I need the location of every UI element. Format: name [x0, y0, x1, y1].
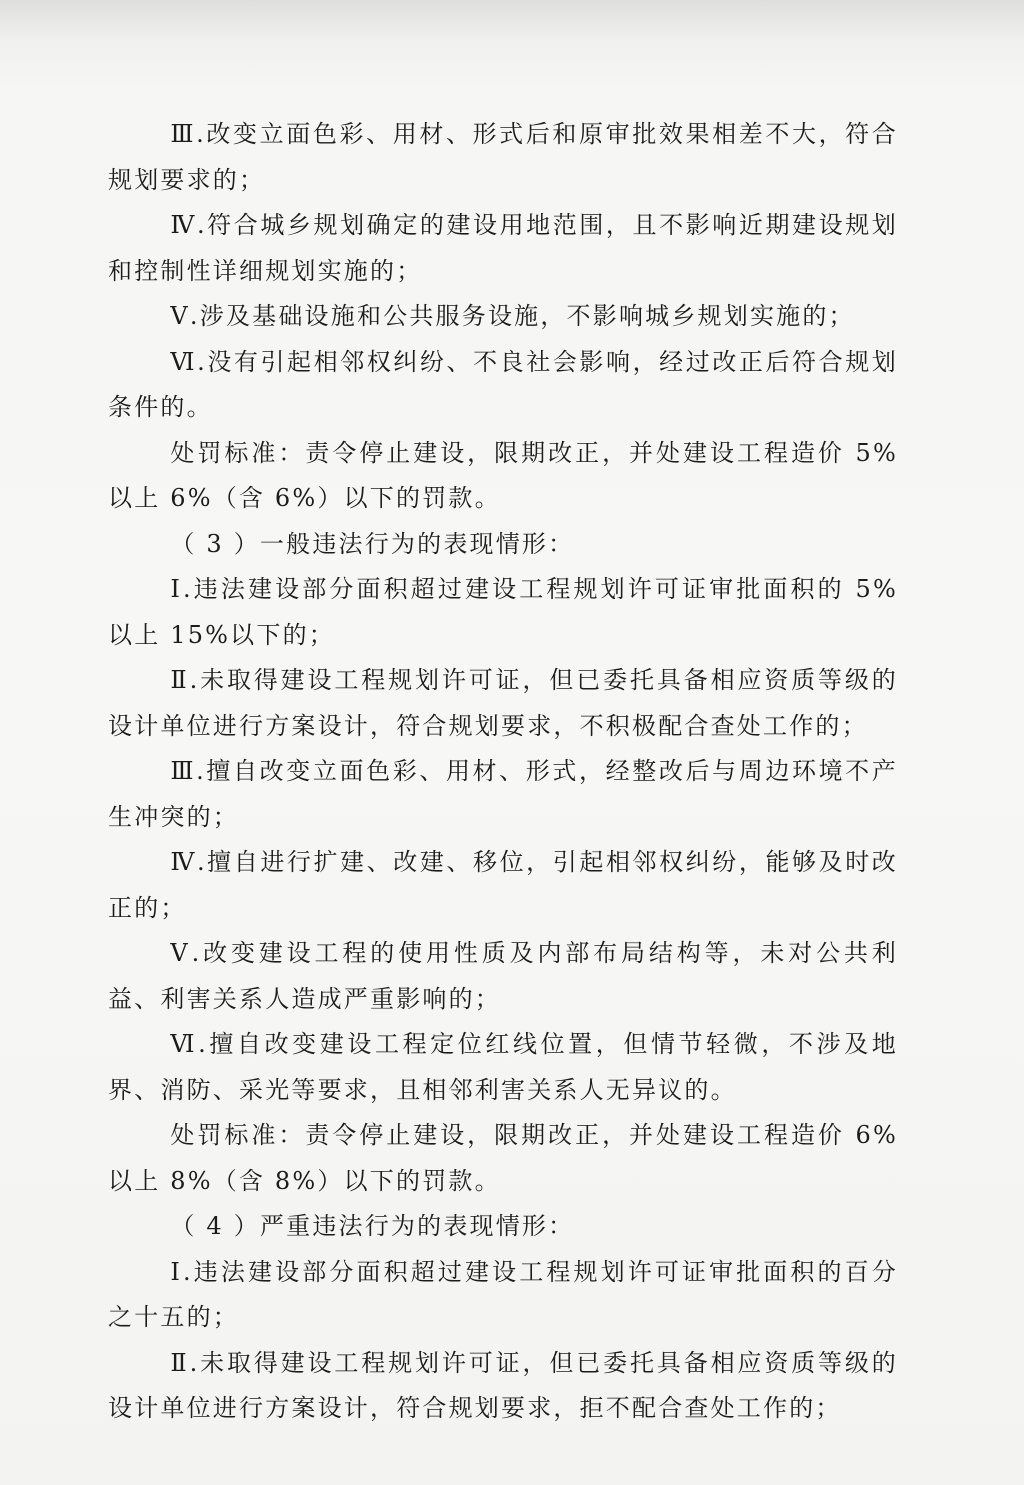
paragraph-item-v: Ⅴ.涉及基础设施和公共服务设施，不影响城乡规划实施的；: [170, 302, 855, 330]
document-body: [108, 112, 898, 1432]
paragraph-general-item-vi: Ⅵ.擅自改变建设工程定位红线位置，但情节轻微，不涉及地界、消防、采光等要求，且相邻利害关系人无异议的。: [108, 1030, 898, 1104]
paragraph-general-item-ii: Ⅱ.未取得建设工程规划许可证，但已委托具备相应资质等级的设计单位进行方案设计，符合规划要求，不积极配合查处工作的；: [108, 666, 898, 740]
paragraph-general-item-iii: Ⅲ.擅自改变立面色彩、用材、形式，经整改后与周边环境不产生冲突的；: [108, 757, 898, 831]
penalty-standard-paragraph-general: 处罚标准：责令停止建设，限期改正，并处建设工程造价 6%以上 8%（含 8%）以下的罚款。: [108, 1121, 898, 1195]
paragraph-general-item-i: Ⅰ.违法建设部分面积超过建设工程规划许可证审批面积的 5%以上 15%以下的；: [108, 575, 898, 649]
penalty-standard-paragraph: 处罚标准：责令停止建设，限期改正，并处建设工程造价 5%以上 6%（含 6%）以下的罚款。: [108, 438, 898, 512]
paragraph-serious-item-ii: Ⅱ.未取得建设工程规划许可证，但已委托具备相应资质等级的设计单位进行方案设计，符合规划要求，拒不配合查处工作的；: [108, 1348, 898, 1422]
paragraph-serious-item-i: Ⅰ.违法建设部分面积超过建设工程规划许可证审批面积的百分之十五的；: [108, 1257, 898, 1331]
paragraph-item-iii: Ⅲ.改变立面色彩、用材、形式后和原审批效果相差不大，符合规划要求的；: [108, 120, 898, 194]
paragraph-general-item-iv: Ⅳ.擅自进行扩建、改建、移位，引起相邻权纠纷，能够及时改正的；: [108, 848, 898, 922]
paragraph-item-vi: Ⅵ.没有引起相邻权纠纷、不良社会影响，经过改正后符合规划条件的。: [108, 347, 898, 421]
section-heading-general-violations: （ 3 ）一般违法行为的表现情形：: [170, 529, 575, 558]
paragraph-general-item-v: Ⅴ.改变建设工程的使用性质及内部布局结构等，未对公共利益、利害关系人造成严重影响的；: [108, 939, 898, 1013]
section-heading-serious-violations: （ 4 ）严重违法行为的表现情形：: [170, 1212, 575, 1240]
paragraph-item-iv: Ⅳ.符合城乡规划确定的建设用地范围，且不影响近期建设规划和控制性详细规划实施的；: [108, 211, 898, 285]
scan-shadow: [0, 0, 1024, 40]
